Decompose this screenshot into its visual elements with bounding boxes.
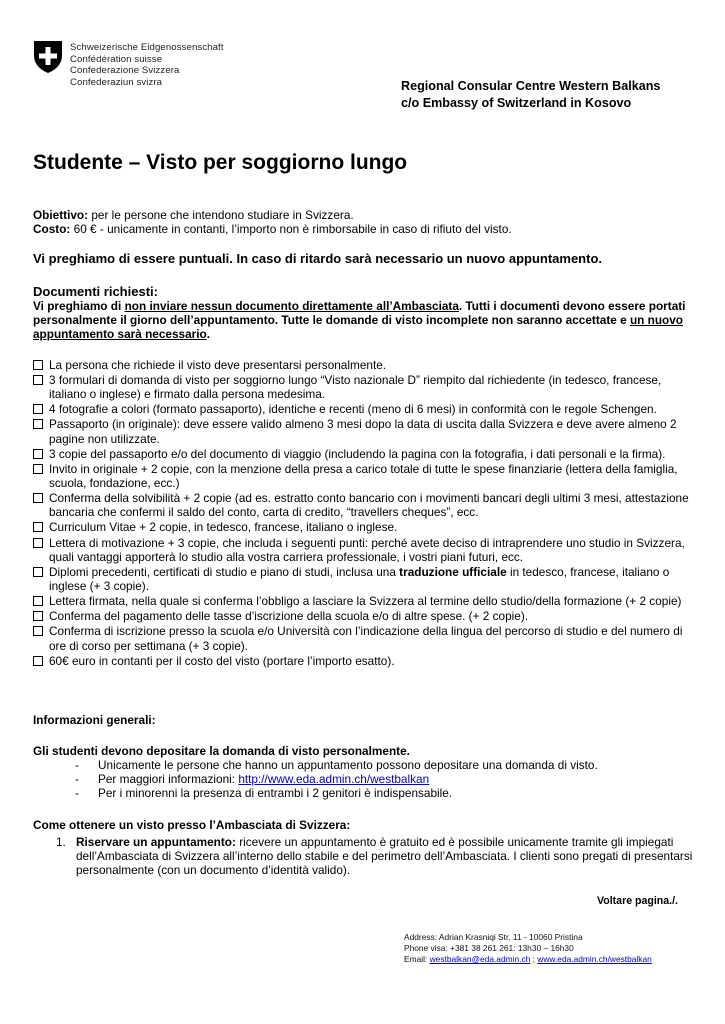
dash-bullet: - (75, 772, 79, 787)
footer-website-link[interactable]: www.eda.admin.ch/westbalkan (537, 954, 652, 964)
checklist-item-text: Passaporto (in originale): deve essere valido almeno 3 mesi dopo la data di uscita dalla Svizzera e deve avere almeno 2 pagine non utilizzate. (49, 417, 677, 446)
step-body: ricevere un appuntamento è gratuito ed è possibile unicamente tramite gli impiegati dell’Ambasciata di Svizzera all’interno dello stabile e del perimetro dell’Ambasciata. I clienti sono pregati di presentarsi personalmente (con un documento d’identità valido). (76, 835, 693, 878)
checkbox[interactable] (33, 360, 43, 370)
documents-heading: Documenti richiesti: (33, 284, 158, 299)
general-info-list (75, 758, 598, 801)
checklist-item-text: Lettera firmata, nella quale si conferma l’obbligo a lasciare la Svizzera al termine dello studio/della formazione (+ 2 copie) (49, 594, 682, 609)
checklist-item-text: 60€ euro in contanti per il costo del visto (portare l’importo esatto). (49, 653, 395, 668)
checklist-item (33, 491, 693, 519)
step-text (76, 835, 696, 878)
dash-bullet: - (75, 758, 79, 772)
checklist-item (33, 447, 693, 461)
cost-line (33, 222, 693, 236)
documents-intro (33, 299, 693, 342)
checklist-item (33, 462, 693, 490)
how-to-step (56, 835, 696, 878)
checklist-item (33, 624, 693, 652)
list-item-text: Per maggiori informazioni: (98, 772, 239, 787)
how-to-heading: Come ottenere un visto presso l’Ambasciata di Svizzera: (33, 818, 351, 832)
checklist-item (33, 373, 693, 401)
confederation-wordmark (70, 42, 224, 88)
office-block (401, 78, 660, 112)
checklist-item (33, 402, 693, 416)
step-number: 1. (56, 835, 66, 849)
list-item-text: Unicamente le persone che hanno un appuntamento possono depositare una domanda di visto. (98, 758, 598, 772)
checklist-item (33, 654, 693, 668)
checkbox[interactable] (33, 656, 43, 666)
footer-phone: Phone visa: +381 38 261 261: 13h30 – 16h30 (404, 943, 574, 953)
intro-underlined-1: non inviare nessun documento direttamente all’Ambasciata (124, 299, 459, 313)
checklist-item-text: Lettera di motivazione + 3 copie, che includa i seguenti punti: perché avete deciso di intraprendere uno studio in Svizzera, quali vantaggi apporterà lo studio alla vostra carriera professionale, i vostri piani futuri, ecc. (49, 535, 685, 564)
footer-separator: ; (530, 954, 538, 964)
checkbox[interactable] (33, 493, 43, 503)
checklist-item-text: Curriculum Vitae + 2 copie, in tedesco, francese, italiano o inglese. (49, 520, 398, 535)
footer-address: Address: Adrian Krasniqi Str. 11 - 10060 Pristina (404, 932, 583, 942)
confed-line-it: Confederazione Svizzera (70, 65, 180, 77)
checklist-item-text: Conferma del pagamento delle tasse d’iscrizione della scuola e/o di altre spese. (+ 2 copie). (49, 609, 529, 624)
checkbox[interactable] (33, 522, 43, 532)
checkbox[interactable] (33, 404, 43, 414)
checklist-item-text: 3 copie del passaporto e/o del documento di viaggio (includendo la pagina con la fotografia, i dati personali e la firma). (49, 446, 666, 461)
office-line-2: c/o Embassy of Switzerland in Kosovo (401, 96, 632, 110)
general-info-subheading: Gli studenti devono depositare la domanda di visto personalmente. (33, 744, 410, 758)
intro-end: . (206, 327, 211, 342)
checklist-item-text: 4 fotografie a colori (formato passaporto), identiche e recenti (meno di 6 mesi) in conformità con le regole Schengen. (49, 402, 657, 417)
checkbox[interactable] (33, 375, 43, 385)
checklist-item-text: Conferma della solvibilità + 2 copie (ad es. estratto conto bancario con i movimenti bancari degli ultimi 3 mesi, attestazione bancaria che confermi il saldo del conto, carta di credito, “travellers cheques”, ecc. (49, 491, 689, 520)
turn-page-note: Voltare pagina./. (596, 895, 678, 907)
checkbox[interactable] (33, 449, 43, 459)
footer-contact (404, 932, 652, 965)
checkbox[interactable] (33, 464, 43, 474)
cost-text: 60 € - unicamente in contanti, l’importo non è rimborsabile in caso di rifiuto del visto. (70, 222, 512, 237)
checklist-item-bold: traduzione ufficiale (399, 564, 507, 579)
checklist-item-text: 3 formulari di domanda di visto per soggiorno lungo “Visto nazionale D” riempito dal richiedente (in tedesco, francese, italiano o inglese) e firmato dalla persona medesima. (49, 373, 662, 402)
list-item-text: Per i minorenni la presenza di entrambi i 2 genitori è indispensabile. (98, 786, 453, 801)
page-title: Studente – Visto per soggiorno lungo (33, 151, 408, 174)
objective-label: Obiettivo: (33, 208, 89, 222)
confed-line-de: Schweizerische Eidgenossenschaft (70, 42, 224, 53)
general-info-heading: Informazioni generali: (33, 713, 156, 727)
checkbox[interactable] (33, 538, 43, 548)
checkbox[interactable] (33, 567, 43, 577)
footer-email-link[interactable]: westbalkan@eda.admin.ch (429, 954, 531, 964)
checkbox[interactable] (33, 626, 43, 636)
objective-cost-block (33, 208, 693, 236)
checklist-item (33, 536, 693, 564)
checklist-item (33, 520, 693, 534)
swiss-coat-of-arms-icon (33, 40, 63, 74)
checklist-item (33, 565, 693, 593)
list-item (75, 758, 598, 772)
checkbox[interactable] (33, 419, 43, 429)
office-line-1: Regional Consular Centre Western Balkans (401, 79, 661, 93)
confed-line-fr: Confédération suisse (70, 53, 163, 65)
intro-underlined-2: un nuovo appuntamento sarà necessario (33, 313, 684, 342)
objective-text: per le persone che intendono studiare in Svizzera. (88, 208, 354, 222)
checklist-item-text: Invito in originale + 2 copie, con la menzione della presa a carico totale di tutte le spese finanziarie (lettera della famiglia, scuola, fondazione, ecc.) (49, 461, 678, 491)
footer-email-line (404, 954, 652, 965)
checklist-item (33, 609, 693, 623)
objective-line (33, 208, 693, 222)
cost-label: Costo: (33, 222, 71, 237)
checklist-item-text: La persona che richiede il visto deve presentarsi personalmente. (49, 358, 387, 372)
documents-checklist (33, 358, 693, 669)
checkbox[interactable] (33, 596, 43, 606)
list-item (75, 772, 598, 786)
step-label: Riservare un appuntamento: (76, 835, 236, 849)
checklist-item (33, 417, 693, 445)
dash-bullet: - (75, 786, 79, 801)
checklist-item (33, 594, 693, 608)
checklist-item-text: Conferma di iscrizione presso la scuola e/o Università con l’indicazione della lingua del percorso di studio e del numero di ore di corso per settimana (+ 3 copie). (49, 624, 683, 653)
checklist-item-text-rest: in tedesco, francese, italiano o inglese (+ 3 copie). (49, 564, 670, 594)
intro-text-1: Vi preghiamo di (33, 299, 125, 313)
punctuality-note: Vi preghiamo di essere puntuali. In caso di ritardo sarà necessario un nuovo appuntamento. (33, 251, 603, 266)
list-item (75, 786, 598, 800)
checkbox[interactable] (33, 611, 43, 621)
eda-westbalkan-link[interactable]: http://www.eda.admin.ch/westbalkan (238, 772, 430, 787)
checklist-item-text: Diplomi precedenti, certificati di studio e piano di studi, inclusa una (49, 564, 400, 579)
footer-email-label: Email: (404, 954, 430, 964)
confed-line-rm: Confederaziun svizra (70, 76, 163, 88)
checklist-item (33, 358, 693, 372)
intro-text-2: . Tutti i documenti devono essere portati personalmente il giorno dell’appuntamento. Tutte le domande di visto incomplete non saranno accettate e (33, 299, 686, 328)
